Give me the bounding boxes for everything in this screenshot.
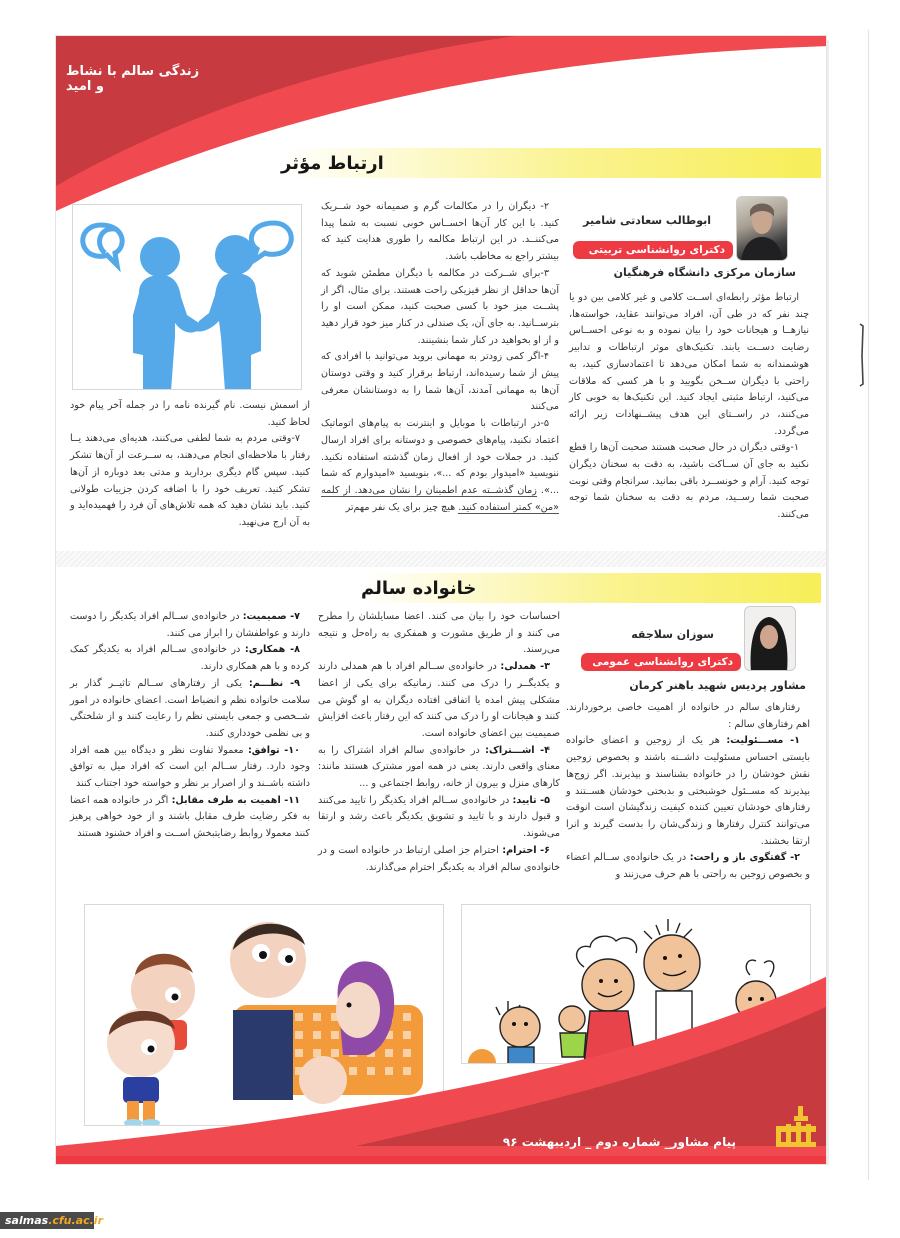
- magazine-page: [55, 35, 827, 1165]
- magazine-logo-icon: [776, 1106, 816, 1151]
- scan-fold-line: [868, 30, 869, 1180]
- article2-item-1: ۱- مســـئولیت: هر یک از زوجین و اعضای خانواده بایستی احساس مسئولیت داشــته باشند و بخصوص زوجین نقش خودشان را در خانواده بشناسند و بپذیرند. اگر زوج‌ها بپذیرند که مســئول خوشبختی و بدبختی خودشان هســتند و رفتارهای خودشان تعیین کننده کیفیت زندگیشان است انوقت می‌توانند کنترل رفتارها و زندگی‌شان را بدست گیرند و انرا ارتقا بخشند.: [566, 735, 810, 847]
- article2-item-2: ۲- گفتگوی باز و راحت: در یک خانواده‌ی ســالم اعضاء و بخصوص زوجین به راحتی با هم حرف می‌زنند و: [566, 852, 810, 881]
- article2-headline: خانواده سالم: [361, 577, 477, 599]
- site-watermark[interactable]: salmas.cfu.ac.ir: [0, 1212, 94, 1229]
- article1-item-4: ۴-اگر کمی زودتر به مهمانی بروید می‌توانید با افرادی که پیش از شما رسیده‌اند، ارتباط برقرار کنید و وقتی دوستان آن‌ها به مهمانی آمدند، آن‌ها شما را به دوستانشان معرفی می‌کنند: [321, 351, 559, 413]
- article1-intro: ارتباط مؤثر رابطه‌ای اســت کلامی و غیر کلامی بین دو یا چند نفر که در طی آن، افراد می‌توانند عقاید، خواسته‌ها، نیازهــا و هیجانات خود را بیان نموده و به نوعی احســاس رضایت دســت یابند. تکنیک‌های موثر ارتباطات و تدابیر هوشمندانه به شما امکان می‌دهد تا اعتمادسازی کنید، به راحتی با دیگران ســخن بگویید و با هر کسی که ملاقات می‌کنید، ارتباط مثبتی ایجاد کنید. این تکنیک‌ها به خوبی کار می‌کنند، در راســتای این هدف پیشــنهادات زیر ارائه می‌گردد.: [569, 292, 809, 437]
- article2-item-9: ۹- نظـــم: یکی از رفتارهای ســالم تاثیــر گذار بر سلامت خانواده نظم و انضباط است. اعضای خانواده در امور شــخصی و جمعی بایستی نظم را رعایت کنند و از شلختگی و بی نظمی خودداری کنند.: [70, 677, 310, 739]
- article2-item-6: ۶- احترام: احترام جز اصلی ارتباط در خانواده است و در خانواده‌ی سالم افراد به یکدیگر احترام می‌گذارند.: [318, 844, 560, 873]
- article2-column-left: [70, 609, 310, 843]
- article2-item-10: ۱۰- توافق: معمولا تفاوت نظر و دیدگاه بین همه افراد وجود دارد. رفتار ســالم این است که افراد میل به توافق داشته باشــند و از اصرار بر نظر و خواسته خود اجتناب کنند: [70, 744, 310, 790]
- article2-item-11: ۱۱- اهمیت به طرف مقابل: اگر در خانواده همه اعضا به فکر رضایت طرف مقابل باشند و از خود خواهی پرهیز کنند معمولا روابط رضایتبخش اســت و افراد خشنود هستند: [70, 794, 310, 840]
- author2-title-badge: دکترای روانشناسی عمومی: [581, 653, 741, 671]
- article1-column-middle: [321, 199, 559, 516]
- article2-item-2-end: احساسات خود را بیان می کنند. اعضا مسایلشان را مطرح می کنند و از طریق مشورت و همفکری به راه‌حل و نتیجه می‌رسند.: [318, 611, 560, 656]
- article2-item-5: ۵- تایید: در خانواده‌ی ســالم افراد یکدیگر را تایید می‌کنند و قبول دارند و با تایید و تشویق یکدیگر باعث رشد و ارتقا می‌شوند.: [318, 794, 560, 840]
- staple-mark: [858, 322, 866, 388]
- footer-magazine-info: پیام مشاور_ شماره دوم _ اردیبهشت ۹۶: [502, 1135, 736, 1149]
- section-divider: [56, 551, 827, 567]
- article1-item-5: ۵-در ارتباطات با موبایل و اینترنت به پیام‌های اتوماتیک اعتماد نکنید، پیام‌های خصوصی و دوستانه برای افراد ارسال کنید. در جملات خود از افعال زمان گذشته استفاده نکنید. ننویسید «امیدوار بودم که ...»، بنویسید «امیدوارم که شما ...». زمان گذشــته عدم اطمینان را نشان می‌دهد. از کلمه «من» کمتر استفاده کنید. هیچ چیز برای یک نفر مهم‌تر: [321, 418, 559, 513]
- article1-item-5-underlined: زمان گذشــته عدم اطمینان را نشان می‌دهد. از کلمه «من» کمتر استفاده کنید.: [321, 484, 559, 513]
- article1-item-2: ۲- دیگران را در مکالمات گرم و صمیمانه خود شــریک کنید. با این کار آن‌ها احســاس خوبی نسبت به شما پیدا می‌کننــد. در این ارتباط مکالمه را طوری هدایت کنید که بیشتر راجع به مخاطب باشد.: [321, 201, 559, 263]
- article1-column-left: [70, 398, 310, 532]
- author1-organization: سازمان مرکزی دانشگاه فرهنگیان: [613, 266, 796, 279]
- article2-column-right: [566, 700, 810, 884]
- article1-item-7: ۷-وقتی مردم به شما لطفی می‌کنند، هدیه‌ای می‌دهند یــا رفتار با ملاحظه‌ای انجام می‌دهند، به ســرعت از آن‌ها تشکر کنید. سپس گام دیگری بردارید و مدتی بعد دوباره از آن‌ها تشکر کنید. تعریف خود را با اضافه کردن جزییات طولانی کنید. باید نشان دهید که همه تلاش‌های آن فرد را فهمیده‌اید و به آن ارج می‌نهید.: [70, 433, 310, 528]
- article1-item-3: ۳-برای شــرکت در مکالمه با دیگران مطمئن شوید که آن‌ها حداقل از نظر فیزیکی راحت هستند. برای مثال، اگر از پشــت میز خود با کسی صحبت کنید، ممکن است او را بترســانید. به جای آن، یک صندلی در کنار میز خود قرار دهید و از او بخواهید در کنار شما بنشینند.: [321, 267, 559, 346]
- author2-name: سوزان سلاجقه: [631, 628, 714, 641]
- author1-title-badge: دکترای روانشناسی تربیتی: [573, 241, 733, 259]
- article2-item-7: ۷- صمیمیت: در خانواده‌ی ســالم افراد یکدیگر را دوست دارند و عواطفشان را ابراز می کنند.: [70, 611, 310, 639]
- article2-item-4: ۴- اشـــتراک: در خانواده‌ی سالم افراد اشتراک را به معنای واقعی دارند. یعنی در همه امور مشترک هستند مانند: کارهای منزل و بیرون از خانه، روابط اجتماعی و ...: [318, 744, 560, 790]
- article2-headline-bar: [361, 573, 821, 603]
- article1-item-1: ۱-وقتی دیگران در حال صحبت هستند صحبت آن‌ها را قطع نکنید به جای آن ســاکت باشید، به دقت به سخنان دیگران توجه کنید. آرام و خونســرد باقی بمانید. سرانجام وقتی نوبت صحبت شما رســید، مردم به دقت به سخنان شما توجه می‌کنند.: [569, 442, 809, 521]
- top-red-band: [56, 36, 827, 211]
- article1-headline-bar: [281, 148, 821, 178]
- article2-item-3: ۳- همدلی: در خانواده‌ی ســالم افراد با هم همدلی دارند و یکدیگــر را درک می کنند. زمانیکه برای یکی از اعضا مشکلی پیش امده یا اتفاقی افتاده دیگران به او گوش می کنند و هیجانات او را درک می کنند که این رفتار باعث افزایش صمیمیت بین اعضای خانواده است.: [318, 661, 560, 739]
- author1-photo: [736, 196, 788, 261]
- handshake-icon: [72, 205, 301, 390]
- article1-item-6-end: از اسمش نیست. نام گیرنده نامه را در جمله آخر پیام خود لحاظ کنید.: [70, 400, 310, 428]
- handshake-illustration: [72, 204, 302, 390]
- article2-item-8: ۸- همکاری: در خانواده‌ی ســالم افراد به یکدیگر کمک کرده و با هم همکاری دارند.: [70, 644, 310, 673]
- section-title: زندگی سالم با نشاط و امید: [66, 64, 200, 94]
- article1-column-right: [569, 290, 809, 524]
- author2-organization: مشاور پردیس شهید باهنر کرمان: [629, 679, 806, 692]
- author1-name: ابوطالب سعادتی شامیر: [583, 214, 711, 227]
- article2-intro: رفتارهای سالم در خانواده از اهمیت خاصی برخوردارند. اهم رفتارهای سالم :: [566, 702, 810, 730]
- article2-column-middle: [318, 609, 560, 876]
- article1-headline: ارتباط مؤثر: [281, 152, 384, 174]
- author2-photo: [744, 606, 796, 671]
- page-edge-shadow: [827, 40, 829, 1165]
